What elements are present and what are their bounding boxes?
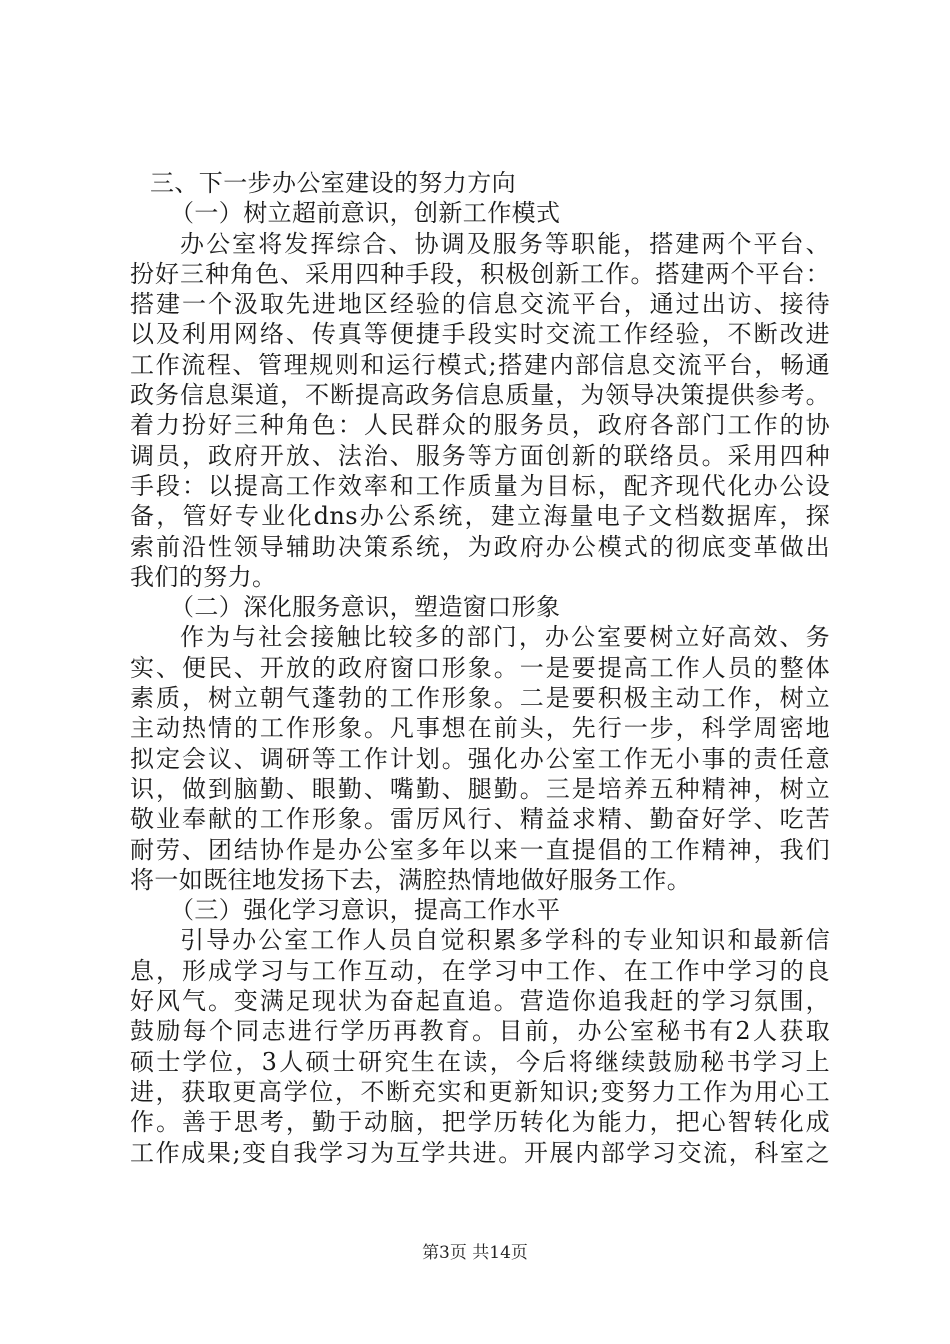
paragraph-line: 主动热情的工作形象。凡事想在前头，先行一步，科学周密地 (130, 714, 830, 743)
paragraph-line: 素质，树立朝气蓬勃的工作形象。二是要积极主动工作，树立 (130, 684, 830, 713)
paragraph-line: 工作流程、管理规则和运行模式;搭建内部信息交流平台，畅通 (130, 350, 830, 379)
paragraph-line: 工作成果;变自我学习为互学共进。开展内部学习交流，科室之 (130, 1138, 830, 1167)
paragraph-line: 政务信息渠道，不断提高政务信息质量，为领导决策提供参考。 (130, 381, 830, 410)
paragraph-line: 作为与社会接触比较多的部门，办公室要树立好高效、务 (180, 623, 830, 652)
paragraph-line: 作。善于思考，勤于动脑，把学历转化为能力，把心智转化成 (130, 1108, 830, 1137)
paragraph-line: 好风气。变满足现状为奋起直追。营造你追我赶的学习氛围， (130, 987, 830, 1016)
paragraph-line: 鼓励每个同志进行学历再教育。目前，办公室秘书有2人获取 (130, 1017, 830, 1046)
paragraph-line: 备，管好专业化dns办公系统，建立海量电子文档数据库，探 (130, 502, 830, 531)
paragraph-line: 扮好三种角色、采用四种手段，积极创新工作。搭建两个平台： (130, 259, 830, 288)
subsection-heading: （三）强化学习意识，提高工作水平 (170, 896, 561, 925)
document-body (130, 168, 830, 1168)
paragraph-line: 实、便民、开放的政府窗口形象。一是要提高工作人员的整体 (130, 653, 830, 682)
paragraph-line: 耐劳、团结协作是办公室多年以来一直提倡的工作精神，我们 (130, 835, 830, 864)
paragraph-line: 拟定会议、调研等工作计划。强化办公室工作无小事的责任意 (130, 744, 830, 773)
paragraph-line: 敬业奉献的工作形象。雷厉风行、精益求精、勤奋好学、吃苦 (130, 805, 830, 834)
paragraph-line: 识，做到脑勤、眼勤、嘴勤、腿勤。三是培养五种精神，树立 (130, 774, 830, 803)
paragraph-line: 索前沿性领导辅助决策系统，为政府办公模式的彻底变革做出 (130, 532, 830, 561)
paragraph-line: 引导办公室工作人员自觉积累多学科的专业知识和最新信 (180, 926, 830, 955)
paragraph-line: 以及利用网络、传真等便捷手段实时交流工作经验，不断改进 (130, 320, 830, 349)
paragraph-line: 进，获取更高学位，不断充实和更新知识;变努力工作为用心工 (130, 1077, 830, 1106)
paragraph-line: 着力扮好三种角色：人民群众的服务员，政府各部门工作的协 (130, 411, 830, 440)
paragraph-line: 搭建一个汲取先进地区经验的信息交流平台，通过出访、接待 (130, 290, 830, 319)
page-number-footer: 第3页 共14页 (422, 1243, 528, 1263)
paragraph-line: 我们的努力。 (130, 562, 277, 591)
subsection-heading: （二）深化服务意识，塑造窗口形象 (170, 593, 561, 622)
paragraph-line: 将一如既往地发扬下去，满腔热情地做好服务工作。 (130, 865, 692, 894)
paragraph-line: 手段：以提高工作效率和工作质量为目标，配齐现代化办公设 (130, 471, 830, 500)
section-heading: 三、下一步办公室建设的努力方向 (150, 169, 516, 197)
paragraph-line: 调员，政府开放、法治、服务等方面创新的联络员。采用四种 (130, 441, 830, 470)
paragraph-line: 息，形成学习与工作互动，在学习中工作、在工作中学习的良 (130, 956, 830, 985)
paragraph-line: 办公室将发挥综合、协调及服务等职能，搭建两个平台、 (180, 229, 830, 258)
subsection-heading: （一）树立超前意识，创新工作模式 (170, 199, 561, 228)
paragraph-line: 硕士学位，3人硕士研究生在读，今后将继续鼓励秘书学习上 (130, 1047, 830, 1076)
